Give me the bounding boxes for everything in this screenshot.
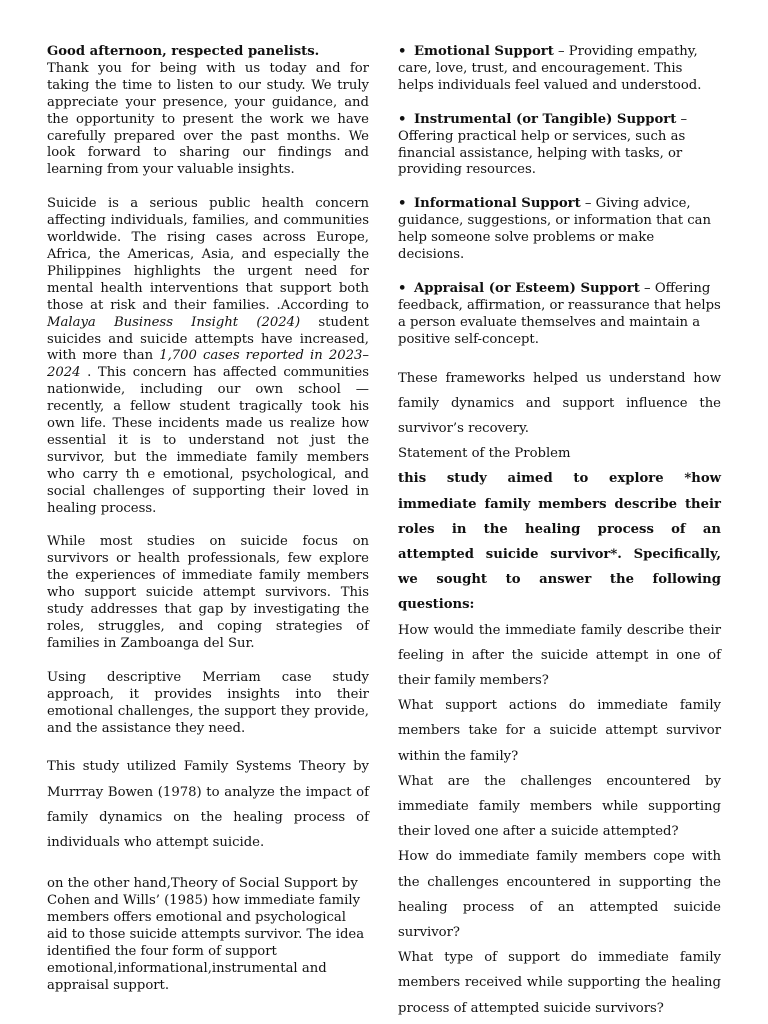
support-type-instrumental bbox=[398, 112, 721, 180]
research-question: How do immediate family members cope with the challenges encountered in supporting the healing process of an attempted suicide survivor? bbox=[398, 849, 721, 941]
suicide-cases: 1,700 cases reported in 2023–2024 bbox=[47, 348, 369, 381]
support-type-emotional bbox=[398, 44, 721, 95]
support-type-informational bbox=[398, 196, 721, 264]
method-paragraph: Using descriptive Merriam case study approach, it provides insights into their emotional challenges, the support they provide, and the assistance they need. bbox=[47, 669, 369, 736]
support-description: – Giving advice, guidance, suggestions, or information that can help someone solve problems or make decisions. bbox=[398, 196, 712, 263]
support-description: – Offering feedback, affirmation, or reassurance that helps a person evaluate themselves and maintain a positive self-concept. bbox=[398, 280, 721, 347]
support-title: Emotional Support bbox=[414, 44, 554, 59]
left-column bbox=[47, 44, 369, 995]
suicide-text-part1: Suicide is a serious public health concern affecting individuals, families, and communities worldwide. The rising cases across Europe, Africa, the Americas, Asia, and especially the Philippines highlights the urgent need for mental health interventions that support both those at risk and their families. .According to bbox=[47, 196, 369, 313]
support-title: Informational Support bbox=[414, 196, 581, 212]
support-type-appraisal bbox=[398, 281, 721, 349]
right-column bbox=[398, 44, 721, 1021]
research-question: What are the challenges encountered by immediate family members while supporting their loved one after a suicide attempted? bbox=[398, 773, 721, 840]
bullet-icon: • bbox=[398, 111, 407, 127]
intro-paragraph: Thank you for being with us today and for taking the time to listen to our study. We truly appreciate your presence, your guidance, and the opportunity to present the work we have carefully prepared over the past months. We look forward to sharing our findings and learning from your valuable insights. bbox=[47, 60, 369, 178]
research-question: What type of support do immediate family members received while supporting the healing process of attempted suicide survivors? bbox=[398, 950, 721, 1016]
suicide-context-paragraph bbox=[47, 196, 369, 517]
support-description: – Offering practical help or services, such as financial assistance, helping with tasks, or providing resources. bbox=[398, 111, 688, 178]
support-title: Instrumental (or Tangible) Support bbox=[414, 111, 677, 127]
research-question: What support actions do immediate family members take for a suicide attempt survivor within the family? bbox=[398, 698, 721, 764]
greeting: Good afternoon, respected panelists. bbox=[47, 44, 320, 59]
theory-paragraph: This study utilized Family Systems Theory by Murrray Bowen (1978) to analyze the impact of family dynamics on the healing process of individuals who attempt suicide. bbox=[47, 759, 369, 851]
bullet-icon: • bbox=[398, 280, 407, 296]
support-title: Appraisal (or Esteem) Support bbox=[414, 280, 640, 296]
research-question: How would the immediate family describe their feeling in after the suicide attempt in one of their family members? bbox=[398, 622, 721, 689]
suicide-text-part3: . This concern has affected communities nationwide, including our own school —recently, a fellow student tragically took his own life. These incidents made us realize how essential it is to understand not just the survivor, but the immediate family members who carry th e emotional, psychological, and social challenges of supporting their loved in healing process. bbox=[47, 365, 369, 516]
problem-heading: Statement of the Problem bbox=[398, 446, 571, 462]
support-description: – Providing empathy, care, love, trust, and encouragement. This helps individuals feel valued and understood. bbox=[398, 44, 702, 93]
bullet-icon: • bbox=[398, 196, 407, 212]
social-support-paragraph: on the other hand,Theory of Social Support by Cohen and Wills’ (1985) how immediate family members offers emotional and psychological aid to those suicide attempts survivor. The idea identified the four form of support emotional,informational,instrumental and appraisal support. bbox=[47, 876, 365, 993]
frameworks-paragraph: These frameworks helped us understand how family dynamics and support influence the survivor’s recovery. bbox=[398, 370, 721, 436]
research-gap-paragraph: While most studies on suicide focus on survivors or health professionals, few explore the experiences of immediate family members who support suicide attempt survivors. This study addresses that gap by investigating the roles, struggles, and coping strategies of families in Zamboanga del Sur. bbox=[47, 534, 369, 651]
suicide-source: Malaya Business Insight (2024) bbox=[47, 314, 301, 330]
bullet-icon: • bbox=[398, 44, 407, 59]
problem-intro: this study aimed to explore *how immediate family members describe their roles in the healing process of an attempted suicide survivor*. Specifically, we sought to answer the following questions: bbox=[398, 471, 721, 613]
suicide-text-part2: student suicides and suicide attempts have increased, with more than bbox=[47, 314, 369, 364]
